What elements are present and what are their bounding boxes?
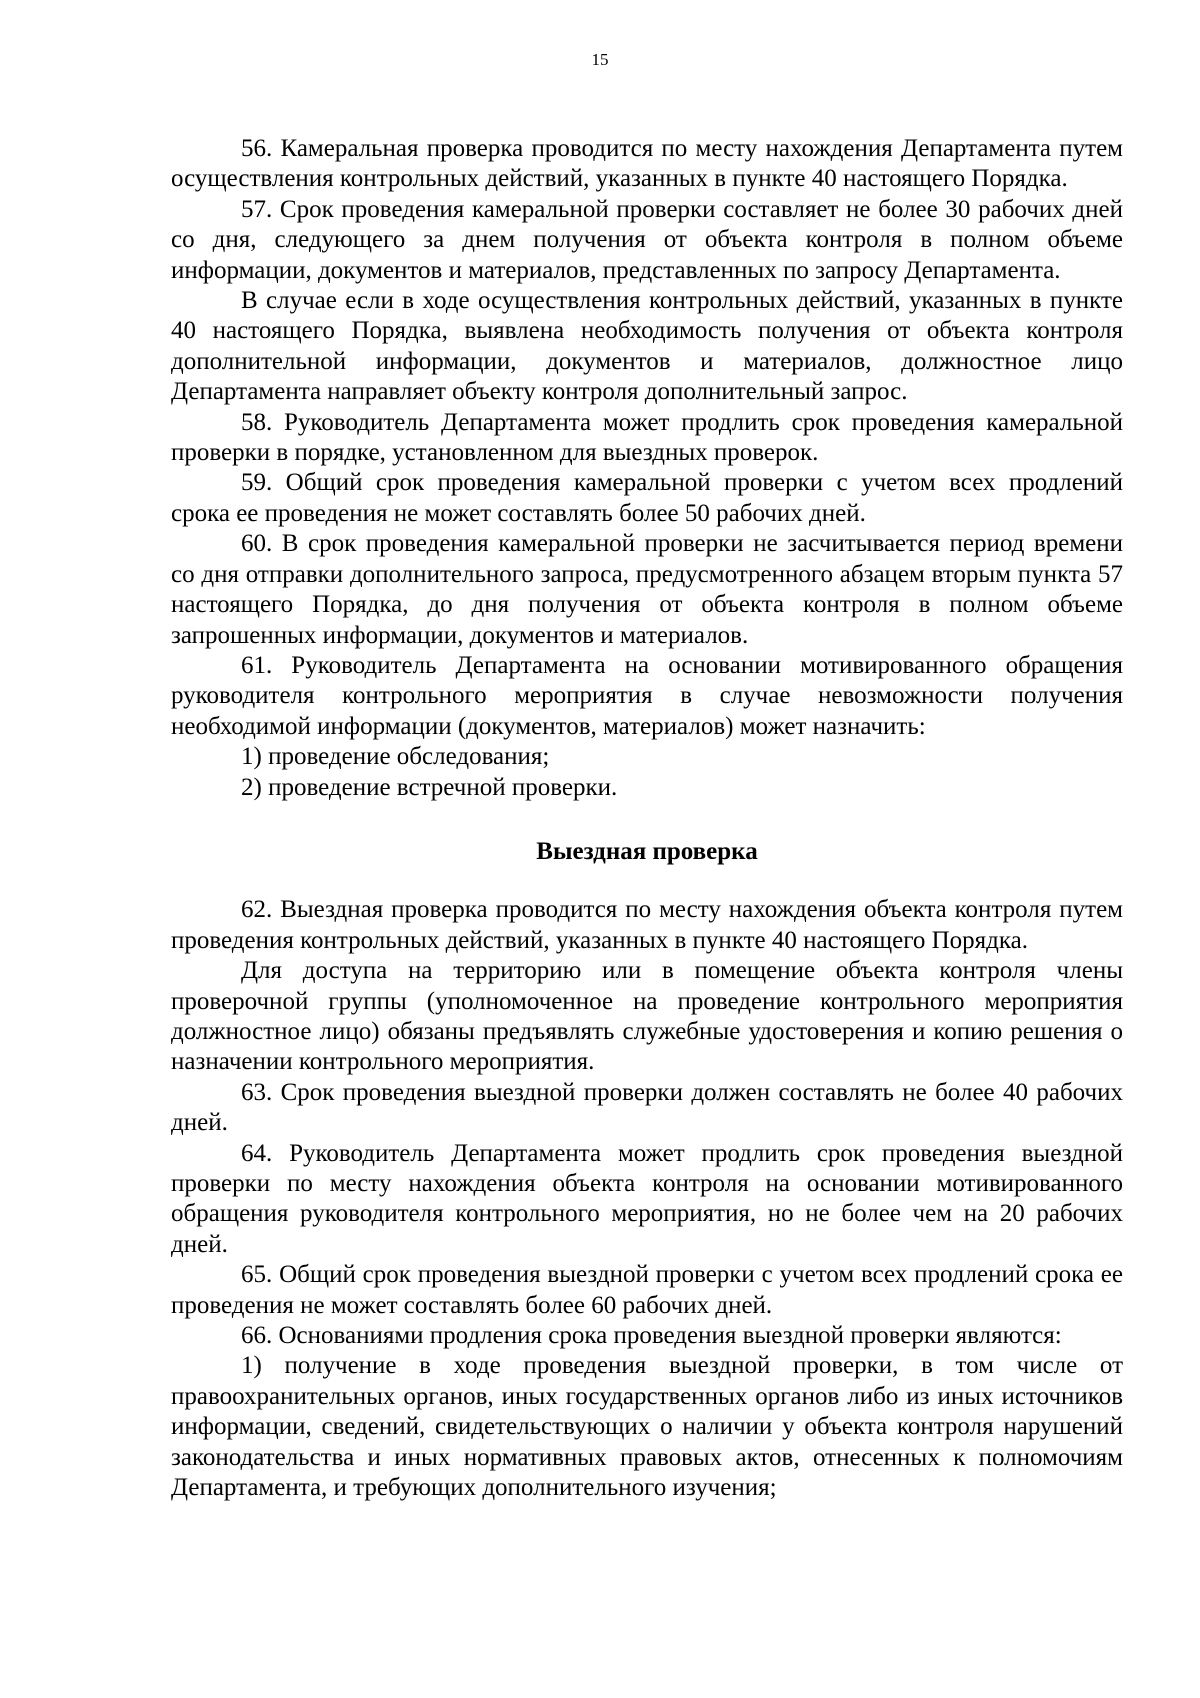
paragraph-61: 61. Руководитель Департамента на основании мотивированного обращения руководителя контрольного мероприятия в случае невозможности получения необходимой информации (документов, материалов) может назначить: — [171, 651, 1123, 740]
paragraph-58: 58. Руководитель Департамента может продлить срок проведения камеральной проверки в порядке, установленном для выездных проверок. — [171, 408, 1123, 467]
paragraph-60: 60. В срок проведения камеральной проверки не засчитывается период времени со дня отправки дополнительного запроса, предусмотренного абзацем вторым пункта 57 настоящего Порядка, до дня получения от объекта контроля в полном объеме запрошенных информации, документов и материалов. — [171, 530, 1123, 649]
paragraph-65: 65. Общий срок проведения выездной проверки с учетом всех продлений срока ее проведения не может составлять более 60 рабочих дней. — [171, 1261, 1123, 1319]
paragraph-57: 57. Срок проведения камеральной проверки составляет не более 30 рабочих дней со дня, следующего за днем получения от объекта контроля в полном объеме информации, документов и материалов, представленных по запросу Департамента. — [171, 195, 1123, 284]
paragraph-63: 63. Срок проведения выездной проверки должен составлять не более 40 рабочих дней. — [171, 1078, 1123, 1137]
section-heading: Выездная проверка — [536, 837, 758, 865]
list-item-survey: 1) проведение обследования; — [241, 743, 550, 771]
paragraph-62-access: Для доступа на территорию или в помещение объекта контроля члены проверочной группы (уполномоченное на проведение контрольного мероприятия должностное лицо) обязаны предъявлять служебные удостоверения и копию решения о назначении контрольного мероприятия. — [171, 957, 1123, 1076]
list-item-grounds-1: 1) получение в ходе проведения выездной проверки, в том числе от правоохранительных органов, иных государственных органов либо из иных источников информации, сведений, свидетельствующих о наличии у объекта контроля нарушений законодательства и иных нормативных правовых актов, отнесенных к полномочиям Департамента, и требующих дополнительного изучения; — [171, 1352, 1123, 1502]
list-item-counter-check: 2) проведение встречной проверки. — [241, 773, 618, 801]
paragraph-57-additional-request: В случае если в ходе осуществления контрольных действий, указанных в пункте 40 настоящего Порядка, выявлена необходимость получения от объекта контроля дополнительной информации, документов и материалов, должностное лицо Департамента направляет объекту контроля дополнительный запрос. — [171, 287, 1123, 406]
document-body — [171, 134, 1123, 1503]
page-number: 15 — [591, 50, 609, 69]
paragraph-64: 64. Руководитель Департамента может продлить срок проведения выездной проверки по месту нахождения объекта контроля на основании мотивированного обращения руководителя контрольного мероприятия, но не более чем на 20 рабочих дней. — [171, 1139, 1123, 1258]
paragraph-56: 56. Камеральная проверка проводится по месту нахождения Департамента путем осуществления контрольных действий, указанных в пункте 40 настоящего Порядка. — [171, 135, 1123, 193]
paragraph-62: 62. Выездная проверка проводится по месту нахождения объекта контроля путем проведения контрольных действий, указанных в пункте 40 настоящего Порядка. — [171, 896, 1123, 954]
paragraph-66: 66. Основаниями продления срока проведения выездной проверки являются: — [241, 1322, 1062, 1350]
paragraph-59: 59. Общий срок проведения камеральной проверки с учетом всех продлений срока ее проведения не может составлять более 50 рабочих дней. — [171, 469, 1123, 527]
